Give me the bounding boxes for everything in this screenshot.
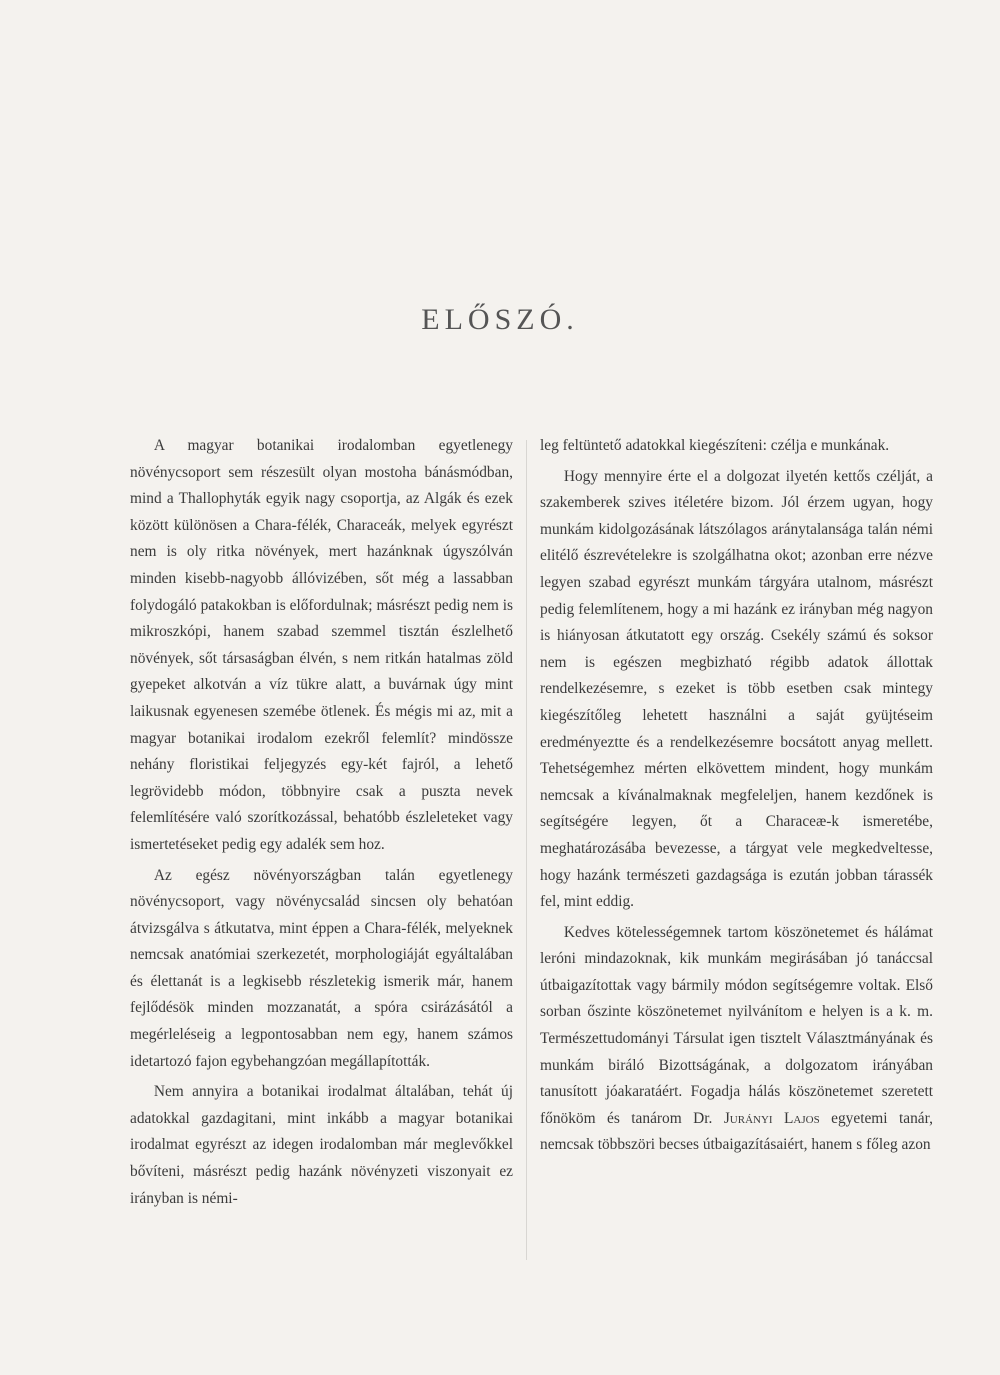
page-title: ELŐSZÓ. — [421, 303, 579, 337]
paragraph-continuation: leg feltüntető adatokkal kiegészíteni: czélja e munkának. — [540, 437, 890, 454]
paragraph-intro: A magyar botanikai irodalomban egyetlenegy növénycsoport sem részesült olyan mostoha bánásmódban, mind a Thallophyták egyik nagy csoportja, az Algák és ezek között különösen a Chara-félék, Characeák, melyek egyrészt nem is oly ritka növények, mert hazánknak úgyszólván minden kisebb-nagyobb állóvizében, sőt még a lassabban folydogáló patakokban is előfordulnak; másrészt pedig nem is mikroszkópi, hanem szabad szemmel tisztán észlelhető növények, sőt társaságban élvén, s nem ritkán hatalmas zöld gyepeket alkotván a víz tükre alatt, a buvárnak úgy mint laikusnak egyenesen szemébe ötlenek. És mégis mi az, mit a magyar botanikai irodalom ezekről felemlít? mindössze nehány floristikai feljegyzés egy-két fajról, a lehető legrövidebb módon, többnyire csak a puszta nevek felemlítésére való szorítkozással, behatóbb észleleteket vagy ismertetéseket pedig egy adalék sem hoz. — [130, 437, 513, 853]
right-column — [540, 433, 933, 1159]
person-name: Jurányi Lajos — [723, 1109, 820, 1127]
column-divider — [526, 440, 527, 1260]
paragraph-dual-aim: Hogy mennyire érte el a dolgozat ilyetén kettős czélját, a szakemberek szives itéletére bizom. Jól érzem ugyan, hogy munkám kidolgozásának látszólagos aránytalansága talán némi elitélő észrevételekre is szolgálhatna okot; azonban erre nézve legyen szabad egyrészt munkám tárgyára utalnom, másrészt pedig felemlítenem, hogy a mi hazánk ez irányban még nagyon is hiányosan átkutatott egy ország. Csekély számú és soksor nem is egészen megbizható régibb adatok állottak rendelkezésemre, s ezeket is több esetben csak mintegy kiegészítőleg lehetett használni a saját gyüjtéseim eredményeztte és a rendelkezésemre bocsátott anyag mellett. Tehetségemhez mérten elkövettem mindent, hogy munkám nemcsak a kívánalmaknak megfeleljen, hanem kezdőnek is segítségére legyen, őt a Characeæ-k ismeretébe, meghatározásába bevezesse, a tárgyat vele megkedveltesse, hogy hazánk természeti gazdagsága is ezután jobban tárassék fel, mint eddig. — [540, 467, 933, 911]
acknowledgements-text-end: egyetemi tanár, nemcsak többszöri becses útbaigazításaiért, hanem s főleg azon — [540, 1109, 933, 1154]
paragraph-characeae-research: Az egész növényországban talán egyetlenegy növénycsoport, vagy növénycsalád sincsen oly behatóan átvizsgálva s átkutatva, mint éppen a Chara-félék, melyeknek nemcsak anatómiai szerkezetét, morphologiáját egyáltalában és élettanát is a legkisebb részletekig ismerik már, hanem fejlődésök minden mozzanatát, a spóra csirázásától a megérleléseig a legpontosabban nem egy, hanem számos idetartozó fajon egybehangzóan megállapították. — [130, 866, 513, 1070]
acknowledgements-text: Kedves kötelességemnek tartom köszönetemet és hálámat leróni mindazoknak, kik munkám megirásában jó tanáccsal útbaigazítottak vagy bármily módon segítségemre voltak. Első sorban őszinte köszönetemet nyilvánítom e helyen is a k. m. Természettudományi Társulat igen tisztelt Választmányának és munkám biráló Bizottságának, a dolgozatom irányában tanusított jóakaratáért. Fogadja hálás köszönetemet szeretett főnököm és tanárom Dr. — [540, 923, 933, 1127]
left-column — [130, 433, 513, 1212]
paragraph-aim: Nem annyira a botanikai irodalmat általában, tehát új adatokkal gazdagitani, mint inkább a magyar botanikai irodalmat egyrészt az idegen irodalomban már meglevőkkel bővíteni, másrészt pedig hazánk növényzeti viszonyait ez irányban is némi- — [130, 1083, 513, 1207]
paragraph-acknowledgements — [540, 920, 933, 1159]
